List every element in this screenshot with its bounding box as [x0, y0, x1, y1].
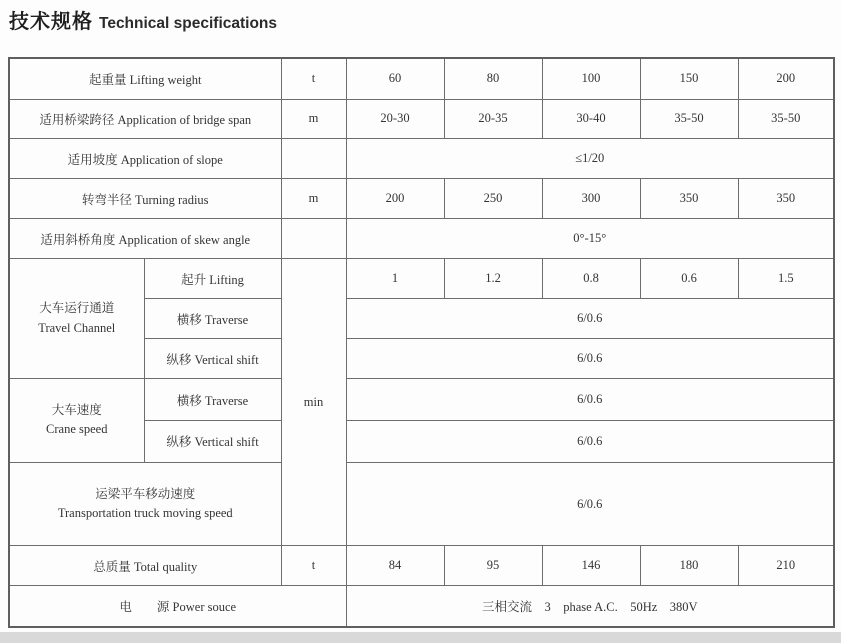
skew-angle-value: 0°-15° — [346, 219, 834, 259]
lifting-weight-unit: t — [281, 58, 346, 99]
value-cell: 100 — [542, 58, 640, 99]
value-cell: 20-35 — [444, 99, 542, 139]
power-source-label: 电 源 Power souce — [9, 586, 346, 627]
row-total-quality — [9, 546, 834, 586]
value-cell: 80 — [444, 58, 542, 99]
row-turning-radius — [9, 179, 834, 219]
unit-min-cell: min — [281, 259, 346, 546]
crane-speed-label-en: Crane speed — [46, 422, 108, 437]
row-travel-channel-lifting — [9, 259, 834, 299]
row-lifting-weight — [9, 58, 834, 99]
spec-table — [8, 57, 835, 628]
value-cell: 30-40 — [542, 99, 640, 139]
value-cell: 95 — [444, 546, 542, 586]
travel-channel-group-label — [9, 259, 144, 379]
crane-speed-label-zh: 大车速度 — [51, 403, 102, 418]
truck-moving-speed-label — [9, 462, 281, 546]
travel-channel-vertical-shift-label: 纵移 Vertical shift — [144, 339, 281, 379]
travel-channel-label-en: Travel Channel — [38, 320, 116, 335]
value-cell: 350 — [738, 179, 834, 219]
bridge-span-unit: m — [281, 99, 346, 139]
row-power-source — [9, 586, 834, 627]
value-cell: 20-30 — [346, 99, 444, 139]
value-cell: 1.2 — [444, 259, 542, 299]
value-cell: 0.6 — [640, 259, 738, 299]
value-cell: 210 — [738, 546, 834, 586]
value-cell: 84 — [346, 546, 444, 586]
page-title — [9, 5, 277, 34]
truck-moving-speed-label-zh: 运梁平车移动速度 — [95, 486, 196, 501]
crane-speed-vertical-shift-value: 6/0.6 — [346, 420, 834, 462]
value-cell: 200 — [346, 179, 444, 219]
value-cell: 146 — [542, 546, 640, 586]
slope-unit — [281, 139, 346, 179]
row-crane-speed-traverse — [9, 379, 834, 421]
row-truck-moving-speed — [9, 462, 834, 546]
value-cell: 1.5 — [738, 259, 834, 299]
value-cell: 200 — [738, 58, 834, 99]
crane-speed-vertical-shift-label: 纵移 Vertical shift — [144, 420, 281, 462]
value-cell: 60 — [346, 58, 444, 99]
total-quality-label: 总质量 Total quality — [9, 546, 281, 586]
value-cell: 150 — [640, 58, 738, 99]
travel-channel-label-zh: 大车运行通道 — [39, 301, 115, 316]
travel-channel-lifting-label: 起升 Lifting — [144, 259, 281, 299]
power-source-value: 三相交流 3 phase A.C. 50Hz 380V — [346, 586, 834, 627]
total-quality-unit: t — [281, 546, 346, 586]
crane-speed-traverse-label: 横移 Traverse — [144, 379, 281, 421]
page-title-zh: 技术规格 — [9, 11, 93, 33]
row-bridge-span — [9, 99, 834, 139]
scan-edge-strip — [0, 632, 841, 643]
value-cell: 180 — [640, 546, 738, 586]
value-cell: 350 — [640, 179, 738, 219]
turning-radius-unit: m — [281, 179, 346, 219]
value-cell: 1 — [346, 259, 444, 299]
bridge-span-label: 适用桥梁跨径 Application of bridge span — [9, 99, 281, 139]
value-cell: 300 — [542, 179, 640, 219]
crane-speed-group-label — [9, 379, 144, 463]
lifting-weight-label: 起重量 Lifting weight — [9, 58, 281, 99]
crane-speed-traverse-value: 6/0.6 — [346, 379, 834, 421]
skew-angle-label: 适用斜桥角度 Application of skew angle — [9, 219, 281, 259]
skew-angle-unit — [281, 219, 346, 259]
value-cell: 0.8 — [542, 259, 640, 299]
value-cell: 35-50 — [640, 99, 738, 139]
row-slope — [9, 139, 834, 179]
value-cell: 35-50 — [738, 99, 834, 139]
travel-channel-traverse-label: 横移 Traverse — [144, 299, 281, 339]
travel-channel-vertical-shift-value: 6/0.6 — [346, 339, 834, 379]
slope-value: ≤1/20 — [346, 139, 834, 179]
page-title-en: Technical specifications — [99, 15, 278, 32]
row-skew-angle — [9, 219, 834, 259]
truck-moving-speed-label-en: Transportation truck moving speed — [57, 506, 233, 521]
slope-label: 适用坡度 Application of slope — [9, 139, 281, 179]
travel-channel-traverse-value: 6/0.6 — [346, 299, 834, 339]
value-cell: 250 — [444, 179, 542, 219]
turning-radius-label: 转弯半径 Turning radius — [9, 179, 281, 219]
truck-moving-speed-value: 6/0.6 — [346, 462, 834, 546]
